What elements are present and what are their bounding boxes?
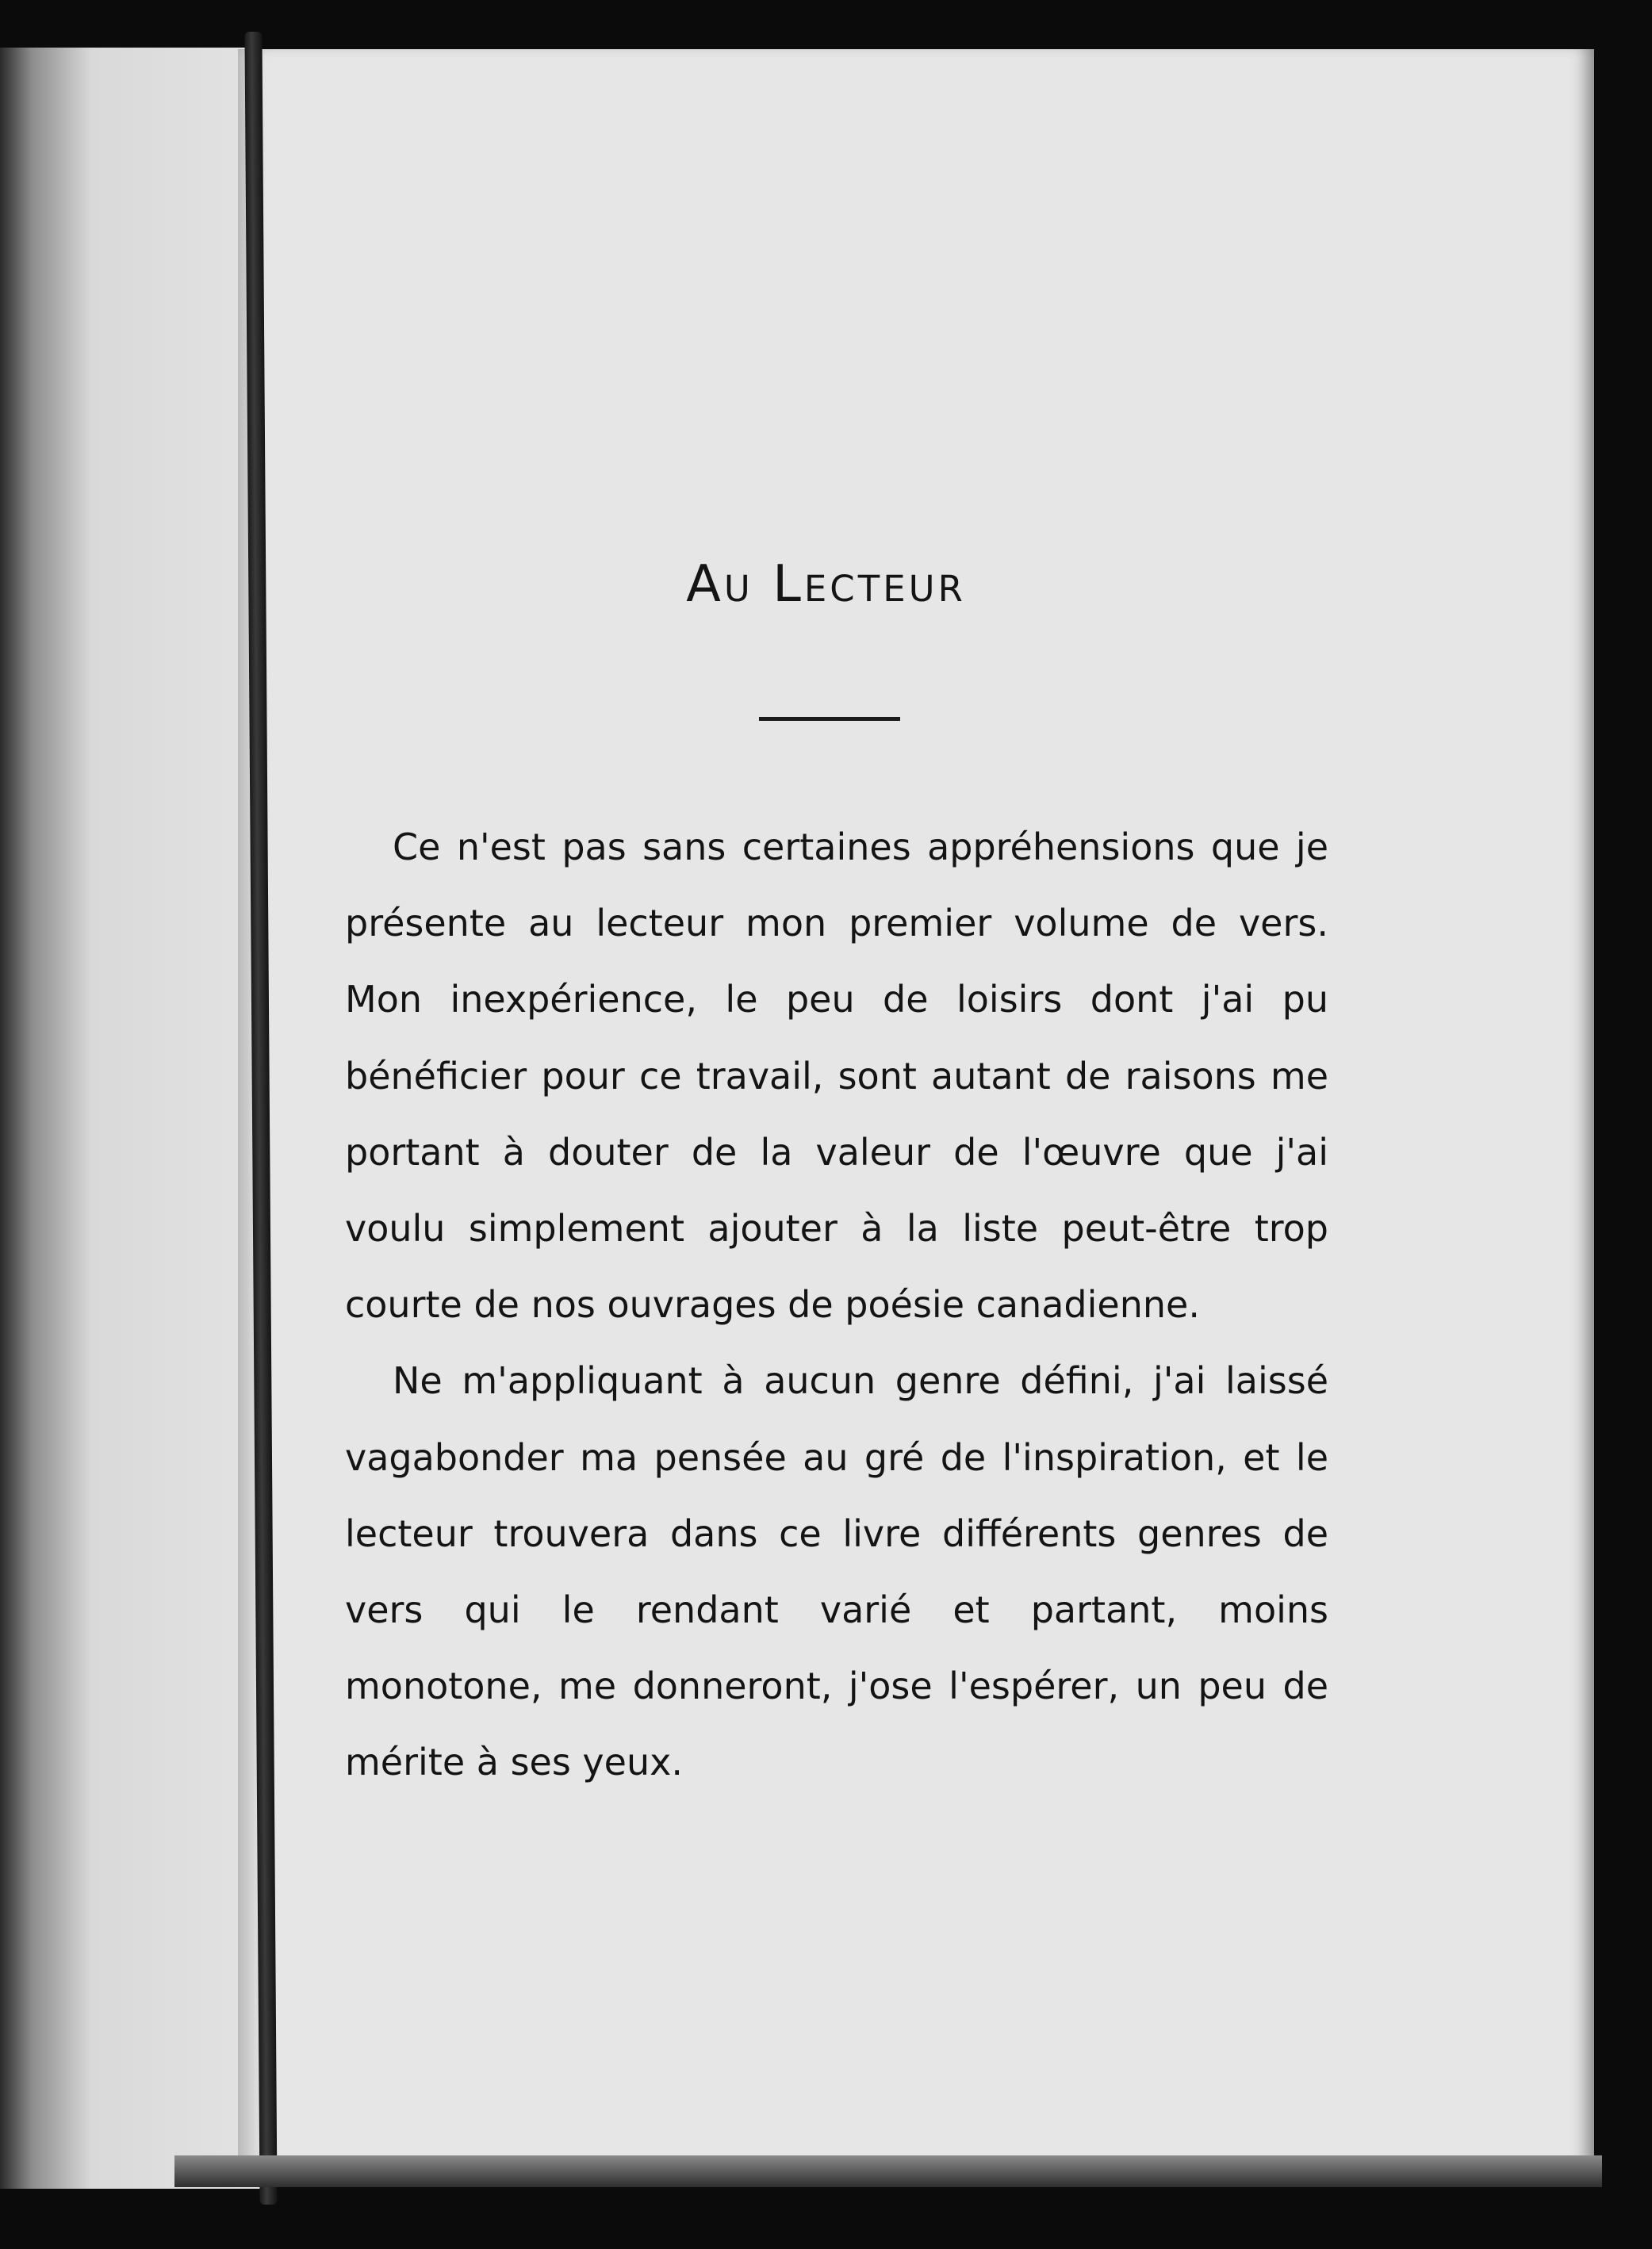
- facing-page-edge: [0, 48, 262, 2189]
- preface-text: [345, 809, 1328, 1801]
- paragraph-2: Ne m'appliquant à aucun genre défini, j'ai laissé vagabonder ma pensée au gré de l'inspiration, et le lecteur trouvera dans ce livre différents genres de vers qui le rendant varié et partant, moins monotone, me donneront, j'ose l'espérer, un peu de mérite à ses yeux.: [345, 1359, 1328, 1784]
- paragraph-1: Ce n'est pas sans certaines appréhensions que je présente au lecteur mon premier volume de vers. Mon inexpérience, le peu de loisirs dont j'ai pu bénéficier pour ce travail, sont autant de raisons me portant à douter de la valeur de l'œuvre que j'ai voulu simplement ajouter à la liste peut-être trop courte de nos ouvrages de poésie canadienne.: [345, 826, 1328, 1327]
- page-bottom-edge: [174, 2155, 1602, 2187]
- heading-rule: [759, 717, 900, 721]
- page-heading: Au Lecteur: [686, 555, 966, 614]
